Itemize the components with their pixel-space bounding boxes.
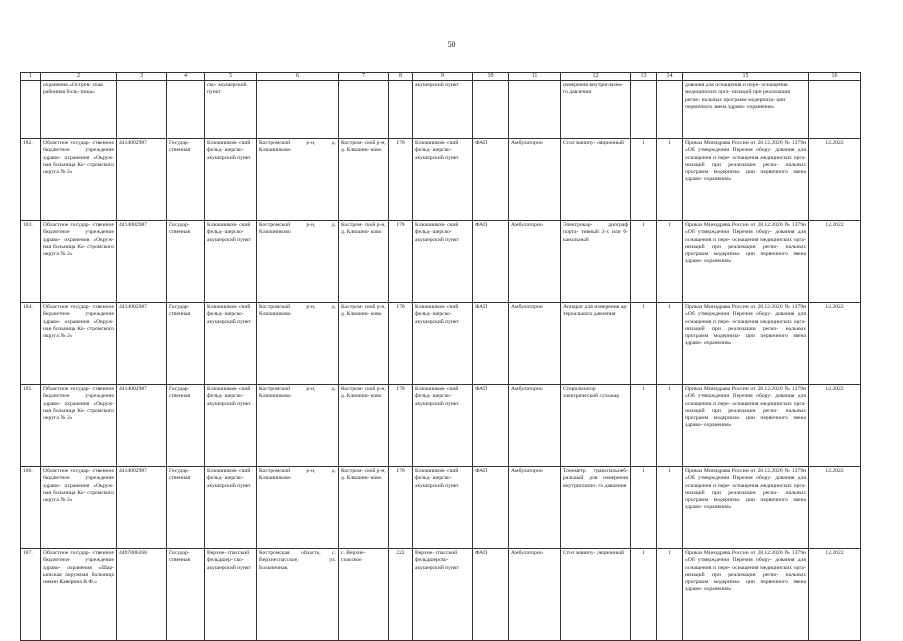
table-row xyxy=(21,467,861,549)
cell-number: 182. xyxy=(21,139,41,221)
cell-inn: 4414002987 xyxy=(117,221,167,303)
cell-ownership: Государ- ственная xyxy=(167,467,205,549)
cell-date: 12.2022 xyxy=(809,303,861,385)
column-header: 7 xyxy=(339,73,389,81)
cell-quantity-2: 1 xyxy=(657,467,683,549)
cell-equipment: Аппарат для измерения ар- териального давления xyxy=(561,303,631,385)
cell-quantity: 1 xyxy=(631,549,657,641)
column-header: 10 xyxy=(473,73,509,81)
column-header: 15 xyxy=(683,73,809,81)
cell-organization: Областное государ- ственное бюджетное учреждение здраво- охранения «Окруж- ная больница Ко- стромского округа № 2» xyxy=(41,221,117,303)
column-header: 3 xyxy=(117,73,167,81)
cell-unit-2: Клюшников- ский фельд- шерско- акушерский пункт xyxy=(413,467,473,549)
cell-address: Костромской р-н, д. Клюшниково xyxy=(257,467,339,549)
cell-equipment: Стол манипу- ляционный xyxy=(561,139,631,221)
cell-organization: охранения «Остров- ская районная боль- ница» xyxy=(41,81,117,139)
cell-address: Костромской р-н, д. Клюшниково xyxy=(257,303,339,385)
cell-inn: 4414002987 xyxy=(117,139,167,221)
column-header: 1 xyxy=(21,73,41,81)
table-row xyxy=(21,385,861,467)
cell-quantity: 1 xyxy=(631,221,657,303)
cell-locality: с. Верхне- спасское xyxy=(339,549,389,641)
column-header: 14 xyxy=(657,73,683,81)
cell-code: 178 xyxy=(389,139,413,221)
column-header: 4 xyxy=(167,73,205,81)
cell-number: 187. xyxy=(21,549,41,641)
cell-conditions: Амбулаторно xyxy=(509,549,561,641)
cell-unit: Клюшников- ский фельд- шерско- акушерский пункт xyxy=(205,385,257,467)
cell-address: Костромской р-н, д. Клюшниково xyxy=(257,139,339,221)
cell-basis: Приказ Минздрава России от 28.12.2020 № 1379н «Об утверждении Перечня обору- дования для оснащения и пере- оснащения медицинских орга- низаций при реализации регио- нальных программ модерниза- ции первичного звена здраво- охранения» xyxy=(683,221,809,303)
cell-quantity-2: 1 xyxy=(657,385,683,467)
cell-quantity-2: 1 xyxy=(657,221,683,303)
cell-unit-2: Верхне- спасский фельдшерско- акушерский пункт xyxy=(413,549,473,641)
equipment-table xyxy=(20,72,861,641)
cell-inn: 4407006268 xyxy=(117,549,167,641)
column-header: 11 xyxy=(509,73,561,81)
cell-type: ФАП xyxy=(473,303,509,385)
cell-basis: Приказ Минздрава России от 28.12.2020 № 1379н «Об утверждении Перечня обору- дования для оснащения и пере- оснащения медицинских орга- низаций при реализации регио- нальных программ модерниза- ции первичного звена здраво- охранения» xyxy=(683,385,809,467)
cell-organization: Областное государ- ственное бюджетное учреждение здраво- охранения «Шар- ьинская окружная больница имени Каверина В.Ф.» xyxy=(41,549,117,641)
cell-locality: Костром- ской р-н, д. Клюшни- ково xyxy=(339,467,389,549)
cell-type: ФАП xyxy=(473,221,509,303)
table-row xyxy=(21,221,861,303)
cell-unit: ско- акушерский пункт xyxy=(205,81,257,139)
cell-basis: Приказ Минздрава России от 28.12.2020 № 1379н «Об утверждении Перечня обору- дования для оснащения и пере- оснащения медицинских орга- низаций при реализации регио- нальных программ модерниза- ции первичного звена здраво- охранения» xyxy=(683,467,809,549)
cell-equipment: измерения внутриглазно- го давления xyxy=(561,81,631,139)
cell-quantity: 1 xyxy=(631,385,657,467)
cell-quantity-2: 1 xyxy=(657,139,683,221)
cell-equipment: Тонометр транспальпеб- ральный для измерения внутриглазно- го давления xyxy=(561,467,631,549)
continuation-row xyxy=(21,81,861,139)
cell-date: 12.2022 xyxy=(809,549,861,641)
cell-code: 222 xyxy=(389,549,413,641)
cell-locality: Костром- ской р-н, д. Клюшни- ково xyxy=(339,385,389,467)
cell-quantity: 1 xyxy=(631,139,657,221)
cell-date: 12.2022 xyxy=(809,467,861,549)
cell-conditions: Амбулаторно xyxy=(509,385,561,467)
cell-ownership: Государ- ственная xyxy=(167,385,205,467)
cell-unit-2: Клюшников- ский фельд- шерско- акушерский пункт xyxy=(413,139,473,221)
cell-code: 178 xyxy=(389,221,413,303)
column-header: 5 xyxy=(205,73,257,81)
cell-unit-2: Клюшников- ский фельд- шерско- акушерский пункт xyxy=(413,385,473,467)
cell-type: ФАП xyxy=(473,385,509,467)
column-number-row xyxy=(21,73,861,81)
cell-organization: Областное государ- ственное бюджетное учреждение здраво- охранения «Окруж- ная больница Ко- стромского округа № 2» xyxy=(41,139,117,221)
column-header: 2 xyxy=(41,73,117,81)
table-row xyxy=(21,139,861,221)
cell-locality: Костром- ской р-н, д. Клюшни- ково xyxy=(339,303,389,385)
cell-unit: Клюшников- ский фельд- шерско- акушерский пункт xyxy=(205,467,257,549)
cell-date: 12.2022 xyxy=(809,139,861,221)
cell-unit-2: акушерский пункт xyxy=(413,81,473,139)
cell-unit-2: Клюшников- ский фельд- шерско- акушерский пункт xyxy=(413,303,473,385)
cell-equipment: Стол манипу- ляционный xyxy=(561,549,631,641)
cell-code: 178 xyxy=(389,303,413,385)
cell-organization: Областное государ- ственное бюджетное учреждение здраво- охранения «Окруж- ная больница Ко- стромского округа № 2» xyxy=(41,467,117,549)
cell-ownership: Государ- ственная xyxy=(167,139,205,221)
cell-inn: 4414002987 xyxy=(117,303,167,385)
cell-inn: 4414002987 xyxy=(117,385,167,467)
cell-organization: Областное государ- ственное бюджетное учреждение здраво- охранения «Окруж- ная больница Ко- стромского округа № 2» xyxy=(41,385,117,467)
cell-address: Костромской р-н, д. Клюшниково xyxy=(257,385,339,467)
cell-number: 186. xyxy=(21,467,41,549)
cell-organization: Областное государ- ственное бюджетное учреждение здраво- охранения «Окруж- ная больница Ко- стромского округа № 2» xyxy=(41,303,117,385)
cell-quantity-2: 1 xyxy=(657,303,683,385)
cell-basis: дования для оснащения и пере- оснащения медицинских орга- низаций при реализации регио- нальных программ модерниза- ции первичного звена здраво- охранения» xyxy=(683,81,809,139)
cell-conditions: Амбулаторно xyxy=(509,139,561,221)
column-header: 9 xyxy=(413,73,473,81)
table-row xyxy=(21,549,861,641)
column-header: 8 xyxy=(389,73,413,81)
cell-code: 178 xyxy=(389,385,413,467)
cell-unit-2: Клюшников- ский фельд- шерско- акушерский пункт xyxy=(413,221,473,303)
cell-ownership: Государ- ственная xyxy=(167,303,205,385)
column-header: 16 xyxy=(809,73,861,81)
cell-basis: Приказ Минздрава России от 28.12.2020 № 1379н «Об утверждении Перечня обору- дования для оснащения и пере- оснащения медицинских орга- низаций при реализации регио- нальных программ модерниза- ции первичного звена здраво- охранения» xyxy=(683,139,809,221)
cell-locality: Костром- ской р-н, д. Клюшни- ково xyxy=(339,139,389,221)
cell-unit: Клюшников- ский фельд- шерско- акушерский пункт xyxy=(205,303,257,385)
cell-ownership: Государ- ственная xyxy=(167,221,205,303)
cell-locality: Костром- ской р-н, д. Клюшни- ково xyxy=(339,221,389,303)
cell-type: ФАП xyxy=(473,549,509,641)
page-number: 50 xyxy=(447,40,456,49)
cell-address: Костромской р-н, д. Клюшниково xyxy=(257,221,339,303)
cell-number: 183. xyxy=(21,221,41,303)
cell-address: Костромская область, с. Верхнеспасское, ул. Больничная, xyxy=(257,549,339,641)
cell-number: 184. xyxy=(21,303,41,385)
cell-unit: Клюшников- ский фельд- шерско- акушерский пункт xyxy=(205,221,257,303)
cell-equipment: Электрокар- диограф порта- тивный 3-х или 6-канальный xyxy=(561,221,631,303)
cell-ownership: Государ- ственная xyxy=(167,549,205,641)
column-header: 13 xyxy=(631,73,657,81)
cell-quantity-2: 1 xyxy=(657,549,683,641)
cell-code: 178 xyxy=(389,467,413,549)
cell-unit: Клюшников- ский фельд- шерско- акушерский пункт xyxy=(205,139,257,221)
column-header: 12 xyxy=(561,73,631,81)
cell-quantity: 1 xyxy=(631,467,657,549)
cell-quantity: 1 xyxy=(631,303,657,385)
cell-date: 12.2022 xyxy=(809,385,861,467)
cell-inn: 4414002987 xyxy=(117,467,167,549)
cell-number: 185. xyxy=(21,385,41,467)
column-header: 6 xyxy=(257,73,339,81)
cell-conditions: Амбулаторно xyxy=(509,221,561,303)
cell-basis: Приказ Минздрава России от 28.12.2020 № 1379н «Об утверждении Перечня обору- дования для оснащения и пере- оснащения медицинских орга- низаций при реализации регио- нальных программ модерниза- ции первичного звена здраво- охранения» xyxy=(683,303,809,385)
cell-date: 12.2022 xyxy=(809,221,861,303)
cell-basis: Приказ Минздрава России от 28.12.2020 № 1379н «Об утверждении Перечня обору- дования для оснащения и пере- оснащения медицинских орга- низаций при реализации регио- нальных программ модерниза- ции первичного звена здраво- охранения» xyxy=(683,549,809,641)
cell-conditions: Амбулаторно xyxy=(509,467,561,549)
cell-type: ФАП xyxy=(473,467,509,549)
cell-equipment: Стерилизатор электрический сухожар xyxy=(561,385,631,467)
table-row xyxy=(21,303,861,385)
cell-unit: Верхне- спасский фельдшер- ско- акушерский пункт xyxy=(205,549,257,641)
cell-type: ФАП xyxy=(473,139,509,221)
cell-conditions: Амбулаторно xyxy=(509,303,561,385)
